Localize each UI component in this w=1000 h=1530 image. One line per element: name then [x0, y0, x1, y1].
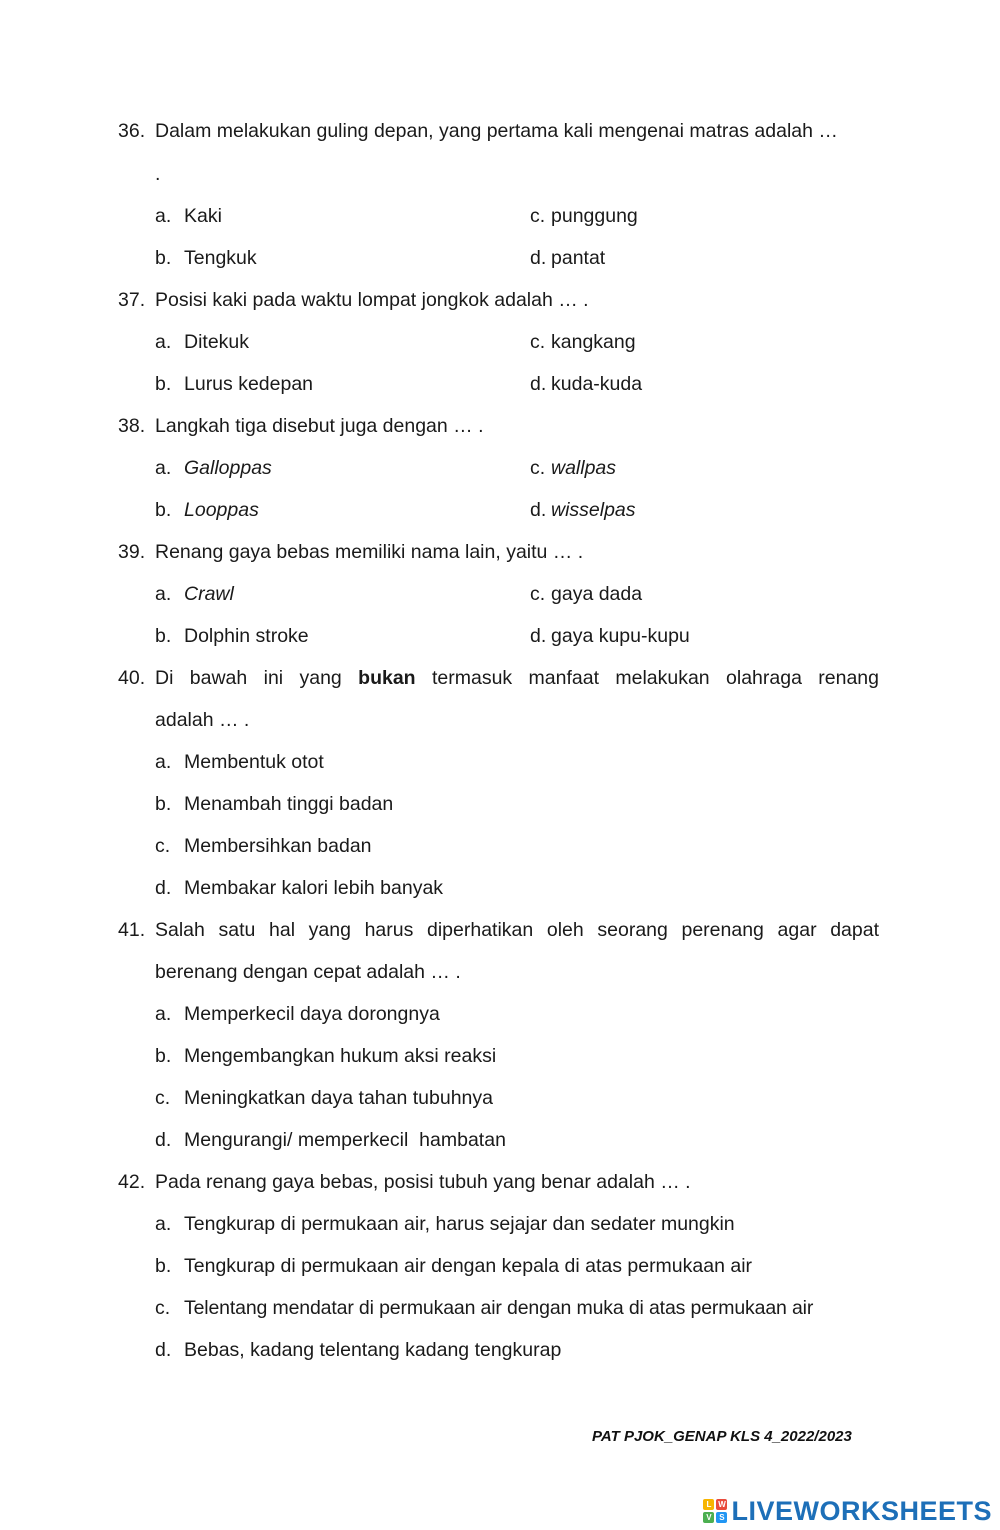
option-b: Dolphin stroke	[184, 625, 309, 647]
question-text-bold: bukan	[358, 667, 416, 689]
option-letter: a.	[155, 583, 172, 605]
option-letter: b.	[155, 1045, 172, 1067]
option-c: kangkang	[551, 331, 636, 353]
question-number: 38.	[118, 415, 146, 437]
question-number: 37.	[118, 289, 146, 311]
option-d: wisselpas	[551, 499, 636, 521]
question-number: 41.	[118, 919, 146, 941]
option-letter: c.	[530, 457, 546, 479]
option-b: Tengkuk	[184, 247, 257, 269]
option-letter: b.	[155, 625, 172, 647]
option-c: Meningkatkan daya tahan tubuhnya	[184, 1087, 493, 1109]
option-letter: a.	[155, 1213, 172, 1235]
option-letter: c.	[155, 1297, 171, 1319]
question-text: Salah satu hal yang harus diperhatikan oleh seorang perenang agar dapat	[155, 919, 879, 941]
option-letter: d.	[155, 877, 172, 899]
option-b: Looppas	[184, 499, 259, 521]
option-c: Membersihkan badan	[184, 835, 372, 857]
question-number: 39.	[118, 541, 146, 563]
option-letter: d.	[530, 373, 547, 395]
question-number: 40.	[118, 667, 146, 689]
logo-tile: L	[703, 1499, 714, 1510]
question-text: Posisi kaki pada waktu lompat jongkok adalah … .	[155, 289, 589, 311]
option-letter: a.	[155, 457, 172, 479]
option-letter: c.	[530, 583, 546, 605]
option-letter: c.	[155, 835, 171, 857]
option-b: Menambah tinggi badan	[184, 793, 394, 815]
option-letter: c.	[530, 205, 546, 227]
option-a: Galloppas	[184, 457, 272, 479]
option-letter: a.	[155, 205, 172, 227]
option-a: Memperkecil daya dorongnya	[184, 1003, 440, 1025]
logo-tile: V	[703, 1512, 714, 1523]
option-c: punggung	[551, 205, 638, 227]
option-letter: b.	[155, 1255, 172, 1277]
option-d: Bebas, kadang telentang kadang tengkurap	[184, 1339, 562, 1361]
option-letter: a.	[155, 331, 172, 353]
question-continuation: berenang dengan cepat adalah … .	[155, 961, 461, 983]
logo-tile: W	[718, 1500, 726, 1509]
option-d: Membakar kalori lebih banyak	[184, 877, 444, 899]
option-letter: d.	[155, 1129, 172, 1151]
option-letter: a.	[155, 751, 172, 773]
option-c: Telentang mendatar di permukaan air dengan muka di atas permukaan air	[184, 1297, 814, 1319]
option-a: Crawl	[184, 583, 234, 605]
question-continuation: adalah … .	[155, 709, 250, 731]
option-letter: a.	[155, 1003, 172, 1025]
question-text: Pada renang gaya bebas, posisi tubuh yang benar adalah … .	[155, 1171, 691, 1193]
option-a: Tengkurap di permukaan air, harus sejajar dan sedater mungkin	[184, 1213, 735, 1235]
option-b: Lurus kedepan	[184, 373, 314, 395]
option-c: gaya dada	[551, 583, 643, 605]
option-letter: d.	[155, 1339, 172, 1361]
option-a: Membentuk otot	[184, 751, 324, 773]
option-letter: b.	[155, 247, 172, 269]
option-a: Kaki	[184, 205, 222, 227]
option-letter: c.	[530, 331, 546, 353]
option-d: Mengurangi/ memperkecil hambatan	[184, 1129, 506, 1151]
question-number: 42.	[118, 1171, 146, 1193]
brand-name: LIVEWORKSHEETS	[731, 1495, 992, 1526]
option-letter: b.	[155, 793, 172, 815]
option-letter: b.	[155, 499, 172, 521]
option-letter: d.	[530, 499, 547, 521]
question-text	[155, 666, 879, 690]
option-d: gaya kupu-kupu	[551, 625, 690, 647]
option-letter: b.	[155, 373, 172, 395]
option-c: wallpas	[551, 457, 617, 479]
question-continuation: .	[155, 163, 161, 185]
brand-logo-icon	[703, 1499, 727, 1523]
option-letter: d.	[530, 625, 547, 647]
option-a: Ditekuk	[184, 331, 250, 353]
option-b: Tengkurap di permukaan air dengan kepala di atas permukaan air	[184, 1255, 753, 1277]
option-b: Mengembangkan hukum aksi reaksi	[184, 1045, 497, 1067]
option-d: kuda-kuda	[551, 373, 643, 395]
question-text: Renang gaya bebas memiliki nama lain, yaitu … .	[155, 541, 584, 563]
question-number: 36.	[118, 120, 146, 142]
option-letter: d.	[530, 247, 547, 269]
liveworksheets-logo	[703, 1494, 992, 1528]
logo-tile: S	[716, 1512, 727, 1523]
question-text-after: termasuk manfaat melakukan olahraga renang	[431, 667, 879, 689]
option-d: pantat	[551, 247, 606, 269]
question-text-before: Di bawah ini yang	[155, 667, 342, 689]
page-footer: PAT PJOK_GENAP KLS 4_2022/2023	[592, 1428, 852, 1445]
question-text: Langkah tiga disebut juga dengan … .	[155, 415, 484, 437]
option-letter: c.	[155, 1087, 171, 1109]
question-text: Dalam melakukan guling depan, yang pertama kali mengenai matras adalah …	[155, 120, 838, 142]
